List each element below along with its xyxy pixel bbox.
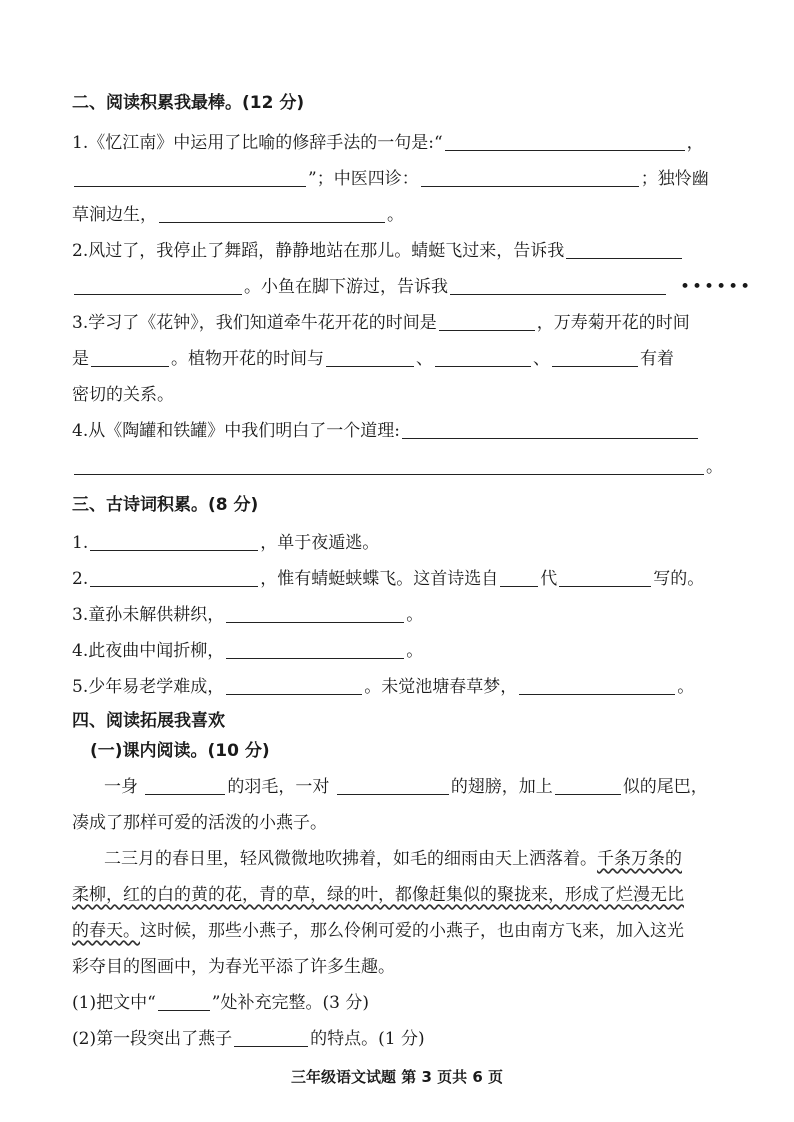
q3-blank-2[interactable] — [91, 349, 169, 367]
q2-ellipsis: •••••• — [680, 277, 753, 297]
question-a-text-2: ”处补充完整。(3 分) — [211, 993, 369, 1013]
poem-5-end: 。 — [677, 677, 695, 697]
question-a-blank[interactable] — [158, 993, 210, 1011]
passage-line-4: 柔柳，红的白的黄的花，青的草，绿的叶，都像赶集似的聚拢来，形成了烂漫无比 — [72, 885, 684, 905]
section-3-title: 三、古诗词积累。(8 分) — [72, 495, 259, 515]
passage-line-1 — [104, 776, 708, 798]
poem-5-text: 5.少年易老学难成， — [72, 677, 225, 697]
passage-3-text: 二三月的春日里，轻风微微地吹拂着，如毛的细雨由天上洒落着。 — [104, 849, 597, 869]
passage-line-2: 凑成了那样可爱的活泼的小燕子。 — [72, 813, 327, 833]
q4-blank-2[interactable] — [74, 457, 704, 475]
q3-blank-1[interactable] — [439, 313, 535, 331]
q1-blank-4[interactable] — [159, 205, 385, 223]
poem-2-text: ，惟有蜻蜓蛱蝶飞。这首诗选自 — [260, 569, 499, 589]
q3-line-1 — [72, 312, 690, 334]
question-b-text: (2)第一段突出了燕子 — [72, 1029, 233, 1049]
passage-blank-2[interactable] — [337, 777, 449, 795]
passage-line-3 — [104, 848, 682, 870]
q1-blank-3[interactable] — [421, 169, 639, 187]
passage-5-text: 这时候，那些小燕子，那么伶俐可爱的小燕子，也由南方飞来，加入这光 — [140, 921, 684, 941]
q4-end: 。 — [706, 457, 723, 477]
poem-5-text-2: 。未觉池塘春草梦， — [364, 677, 518, 697]
poem-line-5 — [72, 676, 694, 698]
q3-text-4: 。植物开花的时间与 — [171, 349, 324, 369]
passage-line-5 — [72, 920, 684, 942]
poem-3-end: 。 — [406, 605, 424, 625]
q2-text-2: 。小鱼在脚下游过，告诉我 — [244, 277, 448, 297]
poem-1-text: ，单于夜遁逃。 — [260, 533, 380, 553]
q1-text: 1.《忆江南》中运用了比喻的修辞手法的一句是:“ — [72, 133, 443, 153]
page-footer: 三年级语文试题 第 3 页共 6 页 — [291, 1068, 503, 1086]
q1-line-2 — [72, 168, 709, 190]
q4-line-1 — [72, 420, 700, 442]
poem-4-end: 。 — [406, 641, 424, 661]
poem-line-4 — [72, 640, 423, 662]
poem-2-blank[interactable] — [90, 569, 258, 587]
poem-line-3 — [72, 604, 423, 626]
section-2-title: 二、阅读积累我最棒。(12 分) — [72, 93, 305, 113]
poem-4-blank[interactable] — [226, 641, 404, 659]
q3-text-2: ，万寿菊开花的时间 — [536, 313, 690, 333]
q3-sep-1: 、 — [416, 349, 433, 369]
poem-2-dynasty: 代 — [540, 569, 558, 589]
q1-blank-1[interactable] — [445, 133, 685, 151]
passage-blank-1[interactable] — [145, 777, 225, 795]
question-a — [72, 992, 369, 1014]
q1-comma: ， — [686, 133, 704, 153]
question-a-text: (1)把文中“ — [72, 993, 156, 1013]
q3-blank-4[interactable] — [435, 349, 531, 367]
q1-text-4: 草涧边生， — [72, 205, 157, 225]
passage-1-text-4: 似的尾巴， — [622, 777, 708, 797]
passage-1-text: 一身 — [104, 777, 138, 797]
q3-line-3: 密切的关系。 — [72, 385, 174, 405]
poem-2-blank-author[interactable] — [559, 569, 651, 587]
poem-2-num: 2. — [72, 569, 89, 589]
passage-line-6: 彩夺目的图画中，为春光平添了许多生趣。 — [72, 957, 395, 977]
q2-line-2 — [72, 276, 752, 298]
q3-sep-2: 、 — [533, 349, 550, 369]
q4-line-2 — [72, 456, 723, 478]
q1-blank-2[interactable] — [74, 169, 306, 187]
poem-5-blank-1[interactable] — [226, 677, 362, 695]
passage-1-text-3: 的翅膀，加上 — [450, 777, 553, 797]
poem-4-text: 4.此夜曲中闻折柳， — [72, 641, 225, 661]
q2-text: 2.风过了，我停止了舞蹈，静静地站在那儿。蜻蜓飞过来，告诉我 — [72, 241, 565, 261]
q3-text: 3.学习了《花钟》，我们知道牵牛花开花的时间是 — [72, 313, 437, 333]
question-b-blank[interactable] — [234, 1029, 308, 1047]
q1-text-2: ”；中医四诊： — [308, 169, 419, 189]
section-4-title: 四、阅读拓展我喜欢 — [72, 711, 225, 731]
q1-line-1 — [72, 132, 704, 154]
q1-end: 。 — [387, 205, 404, 225]
poem-3-text: 3.童孙未解供耕织， — [72, 605, 225, 625]
q3-blank-5[interactable] — [552, 349, 638, 367]
q4-blank-1[interactable] — [402, 421, 698, 439]
poem-3-blank[interactable] — [226, 605, 404, 623]
passage-1-text-2: 的羽毛，一对 — [227, 777, 330, 797]
poem-1-blank[interactable] — [90, 533, 258, 551]
q3-text-5: 有着 — [640, 349, 674, 369]
poem-2-blank-dynasty[interactable] — [500, 569, 538, 587]
poem-line-1 — [72, 532, 379, 554]
passage-underlined-2: 的春天。 — [72, 921, 140, 941]
q2-blank-2[interactable] — [74, 277, 242, 295]
question-b — [72, 1028, 425, 1050]
q4-text: 4.从《陶罐和铁罐》中我们明白了一个道理: — [72, 421, 400, 441]
q1-text-3: ；独怜幽 — [640, 169, 709, 189]
poem-5-blank-2[interactable] — [519, 677, 675, 695]
passage-underlined-1: 千条万条的 — [597, 849, 682, 869]
q3-line-2 — [72, 348, 674, 370]
passage-blank-3[interactable] — [555, 777, 621, 795]
q2-line-1 — [72, 240, 684, 262]
q2-blank-1[interactable] — [566, 241, 682, 259]
poem-line-2 — [72, 568, 704, 590]
q3-text-3: 是 — [72, 349, 89, 369]
q2-blank-3[interactable] — [450, 277, 666, 295]
q3-blank-3[interactable] — [326, 349, 414, 367]
poem-1-num: 1. — [72, 533, 89, 553]
poem-2-end: 写的。 — [653, 569, 705, 589]
question-b-text-2: 的特点。(1 分) — [310, 1029, 425, 1049]
q1-line-3 — [72, 204, 404, 226]
subsection-reading: (一)课内阅读。(10 分) — [90, 741, 270, 761]
